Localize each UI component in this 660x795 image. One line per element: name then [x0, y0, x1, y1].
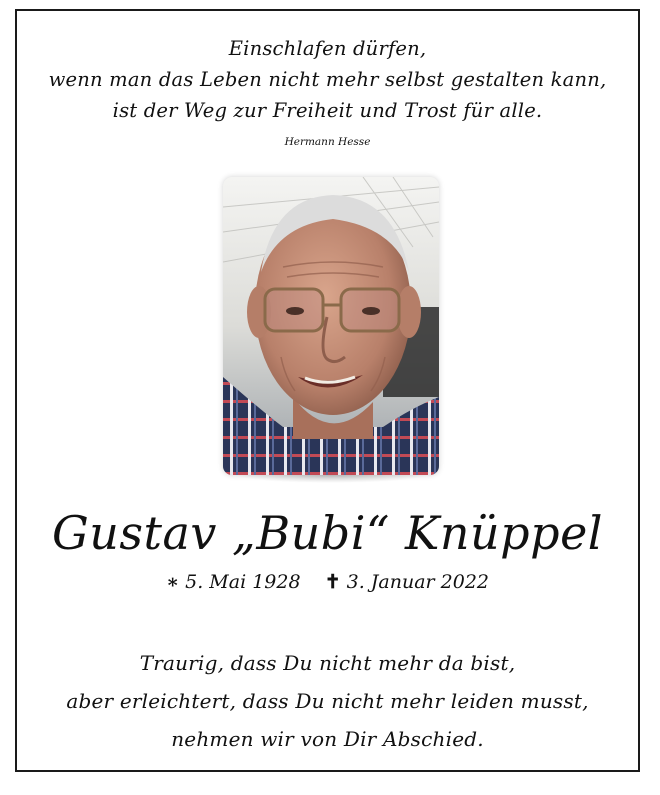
life-dates — [17, 571, 638, 593]
closing-line: nehmen wir von Dir Abschied. — [171, 727, 484, 751]
death-cross-icon: ✝ — [324, 571, 341, 593]
closing-line: Traurig, dass Du nicht mehr da bist, — [139, 651, 516, 675]
death-date: 3. Januar 2022 — [346, 571, 489, 593]
birth-date: 5. Mai 1928 — [185, 571, 301, 593]
quote-line: Einschlafen dürfen, — [228, 37, 427, 60]
portrait-illustration — [223, 177, 439, 475]
quote-block — [17, 33, 638, 126]
quote-line: ist der Weg zur Freiheit und Trost für alle. — [112, 99, 543, 122]
quote-author: Hermann Hesse — [284, 136, 371, 148]
quote-line: wenn man das Leben nicht mehr selbst gestalten kann, — [48, 68, 607, 91]
obituary-card — [15, 9, 640, 772]
portrait-photo-container — [223, 177, 439, 475]
portrait-photo — [223, 177, 439, 475]
closing-line: aber erleichtert, dass Du nicht mehr leiden musst, — [66, 689, 589, 713]
closing-text — [17, 644, 638, 758]
birth-star-icon: ∗ — [166, 571, 180, 593]
deceased-name: Gustav „Bubi“ Knüppel — [52, 506, 603, 560]
